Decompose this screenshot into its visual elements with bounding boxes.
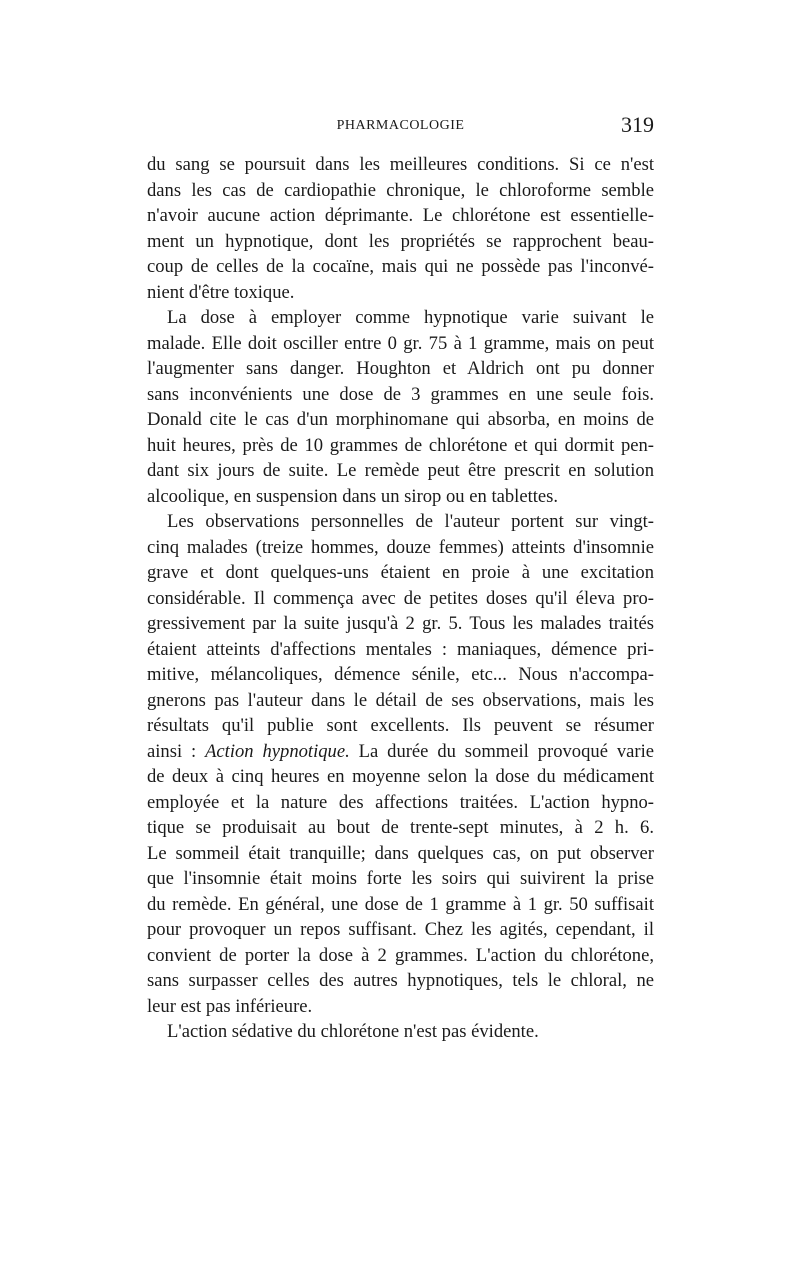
paragraph-2: [147, 305, 654, 509]
paragraph-3: [147, 509, 654, 1019]
text-line: pour provoquer un repos suffisant. Chez les agités, cependant, il: [147, 919, 654, 940]
text-line: dant six jours de suite. Le remède peut être prescrit en solution: [147, 460, 654, 481]
text-line: dans les cas de cardiopathie chronique, le chloroforme semble: [147, 179, 654, 201]
text-line: L'action sédative du chlorétone n'est pas évidente.: [167, 1021, 539, 1042]
text-line: étaient atteints d'affections mentales : maniaques, démence pri-: [147, 638, 654, 660]
running-head: [147, 112, 654, 142]
text-line: nient d'être toxique.: [147, 281, 295, 303]
text-line: n'avoir aucune action déprimante. Le chlorétone est essentielle-: [147, 205, 654, 226]
text-line: mitive, mélancoliques, démence sénile, etc... Nous n'accompa-: [147, 664, 654, 685]
text-line: résultats qu'il publie sont excellents. Ils peuvent se résumer: [147, 715, 654, 736]
text-line: grave et dont quelques-uns étaient en proie à une excitation: [147, 562, 654, 583]
text-line: du remède. En général, une dose de 1 gramme à 1 gr. 50 suffisait: [147, 893, 654, 915]
text-line: Les observations personnelles de l'auteur portent sur vingt-: [167, 511, 654, 532]
text-line: du sang se poursuit dans les meilleures conditions. Si ce n'est: [147, 154, 654, 175]
text-line: l'augmenter sans danger. Houghton et Aldrich ont pu donner: [147, 358, 654, 379]
paragraph-1: [147, 152, 654, 305]
text-line: sans inconvénients une dose de 3 grammes en une seule fois.: [147, 383, 654, 405]
text-line: Le sommeil était tranquille; dans quelques cas, on put observer: [147, 842, 654, 864]
text-line: ment un hypnotique, dont les propriétés se rapprochent beau-: [147, 230, 654, 252]
text-line: gnerons pas l'auteur dans le détail de ses observations, mais les: [147, 689, 654, 711]
text-line: La dose à employer comme hypnotique varie suivant le: [167, 307, 654, 328]
page-number: 319: [621, 112, 654, 137]
text-line: gressivement par la suite jusqu'à 2 gr. 5. Tous les malades traités: [147, 613, 654, 634]
paragraph-4: [147, 1019, 654, 1045]
text-line: alcoolique, en suspension dans un sirop ou en tablettes.: [147, 485, 559, 507]
text-line: leur est pas inférieure.: [147, 995, 313, 1017]
text-line: convient de porter la dose à 2 grammes. L'action du chlorétone,: [147, 944, 654, 966]
text-line: cinq malades (treize hommes, douze femmes) atteints d'insomnie: [147, 536, 654, 558]
text-line: huit heures, près de 10 grammes de chlorétone et qui dormit pen-: [147, 434, 654, 456]
text-line: considérable. Il commença avec de petites doses qu'il éleva pro-: [147, 587, 654, 609]
italic-heading: Action hypnotique.: [205, 740, 350, 762]
running-title: PHARMACOLOGIE: [336, 118, 465, 133]
text-line: tique se produisait au bout de trente-sept minutes, à 2 h. 6.: [147, 817, 654, 838]
text-line: malade. Elle doit osciller entre 0 gr. 75 à 1 gramme, mais on peut: [147, 332, 654, 354]
text-fragment: La durée du sommeil provoqué varie: [349, 740, 654, 762]
text-line: de deux à cinq heures en moyenne selon la dose du médicament: [147, 766, 654, 787]
body-text: [147, 152, 654, 1045]
text-line: que l'insomnie était moins forte les soirs qui suivirent la prise: [147, 868, 654, 889]
text-fragment: ainsi :: [147, 740, 206, 762]
book-page: [147, 112, 654, 1045]
text-line: employée et la nature des affections traitées. L'action hypno-: [147, 791, 654, 813]
text-line: sans surpasser celles des autres hypnotiques, tels le chloral, ne: [147, 970, 654, 991]
text-line-with-italic: [147, 739, 654, 765]
text-line: Donald cite le cas d'un morphinomane qui absorba, en moins de: [147, 409, 654, 430]
text-line: coup de celles de la cocaïne, mais qui ne possède pas l'inconvé-: [147, 256, 654, 277]
